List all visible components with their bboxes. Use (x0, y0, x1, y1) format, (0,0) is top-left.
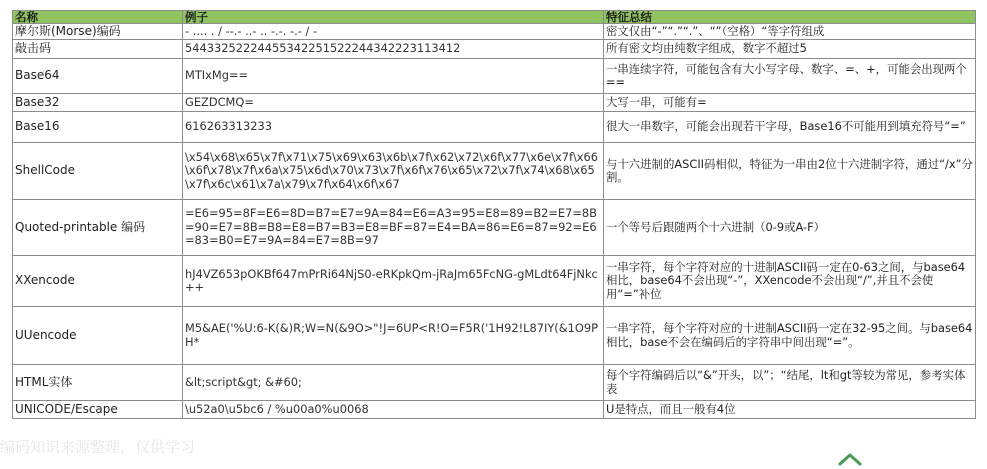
table-row (13, 401, 976, 419)
encoding-table-container (12, 10, 975, 419)
cell-name: HTML实体 (13, 365, 183, 401)
cell-example: hJ4VZ653pOKBf647mPrRi64NjS0-eRKpkQm-jRaJm65FcNG-gMLdt64FjNkc++ (183, 256, 604, 307)
table-row (13, 40, 976, 59)
table-row (13, 365, 976, 401)
cell-example: \u52a0\u5bc6 / %u00a0%u0068 (183, 401, 604, 419)
encoding-table (12, 10, 976, 419)
cell-example: M5&AE('%U:6-K(&)R;W=N(&9O>"!J=6UP<R!O=F5R('1H92!L87IY(&1O9PH* (183, 307, 604, 365)
cell-example: 616263313233 (183, 112, 604, 143)
cell-name: Base16 (13, 112, 183, 143)
cell-features: U是特点，而且一般有4位 (604, 401, 976, 419)
cell-name: UUencode (13, 307, 183, 365)
cell-name: Base32 (13, 94, 183, 112)
header-row (13, 11, 976, 24)
cell-name: 敲击码 (13, 40, 183, 59)
cell-features: 所有密文均由纯数字组成，数字不超过5 (604, 40, 976, 59)
cell-features: 一串字符，每个字符对应的十进制ASCII码一定在0-63之间，与base64相比，base64不会出现“-”，XXencode不会出现“/”,并且不会使用“=”补位 (604, 256, 976, 307)
cell-name: ShellCode (13, 143, 183, 200)
table-row (13, 256, 976, 307)
table-row (13, 143, 976, 200)
cell-features: 与十六进制的ASCII码相似，特征为一串由2位十六进制字符，通过“/x”分割。 (604, 143, 976, 200)
cell-features: 一串字符，每个字符对应的十进制ASCII码一定在32-95之间。与base64相比，base不会在编码后的字符串中间出现“=”。 (604, 307, 976, 365)
cell-example: \x54\x68\x65\x7f\x71\x75\x69\x63\x6b\x7f\x62\x72\x6f\x77\x6e\x7f\x66\x6f\x78\x7f\x6a\x75\x6d\x70\x73\x7f\x6f\x76\x65\x72\x7f\x74\x68\x65\x7f\x6c\x61\x7a\x79\x7f\x64\x6f\x67 (183, 143, 604, 200)
table-row (13, 307, 976, 365)
cell-features: 一个等号后跟随两个十六进制（0-9或A-F） (604, 200, 976, 256)
cell-name: XXencode (13, 256, 183, 307)
table-row (13, 94, 976, 112)
cell-features: 一串连续字符，可能包含有大小写字母、数字、=、+，可能会出现两个== (604, 59, 976, 94)
header-name: 名称 (13, 11, 183, 24)
cell-example: - .... . / --.- ..- .. -.-. -.- / - (183, 24, 604, 40)
table-row (13, 200, 976, 256)
cell-example: MTIxMg== (183, 59, 604, 94)
cell-example: 54433252224455342251522244342223113412 (183, 40, 604, 59)
table-row (13, 24, 976, 40)
cell-example: &lt;script&gt; &#60; (183, 365, 604, 401)
cell-name: Quoted-printable 编码 (13, 200, 183, 256)
table-row (13, 59, 976, 94)
cell-example: GEZDCMQ= (183, 94, 604, 112)
cell-name: UNICODE/Escape (13, 401, 183, 419)
header-features: 特征总结 (604, 11, 976, 24)
table-row (13, 112, 976, 143)
cell-features: 很大一串数字，可能会出现若干字母，Base16不可能用到填充符号“=” (604, 112, 976, 143)
watermark-text: 编码知识来源整理，仅供学习 (0, 438, 196, 456)
cell-features: 密文仅由“-”“.”“.”、“”（空格）“等字符组成 (604, 24, 976, 40)
arrow-logo-icon (838, 452, 862, 466)
cell-features: 大写一串，可能有= (604, 94, 976, 112)
cell-example: =E6=95=8F=E6=8D=B7=E7=9A=84=E6=A3=95=E8=89=B2=E7=8B=90=E7=8B=B8=E8=B7=B3=E8=BF=87=E4=BA=86=E6=87=92=E6=83=B0=E7=9A=84=E7=8B=97 (183, 200, 604, 256)
cell-name: 摩尔斯(Morse)编码 (13, 24, 183, 40)
header-example: 例子 (183, 11, 604, 24)
cell-name: Base64 (13, 59, 183, 94)
cell-features: 每个字符编码后以“&”开头，以”；“结尾，lt和gt等较为常见，参考实体表 (604, 365, 976, 401)
